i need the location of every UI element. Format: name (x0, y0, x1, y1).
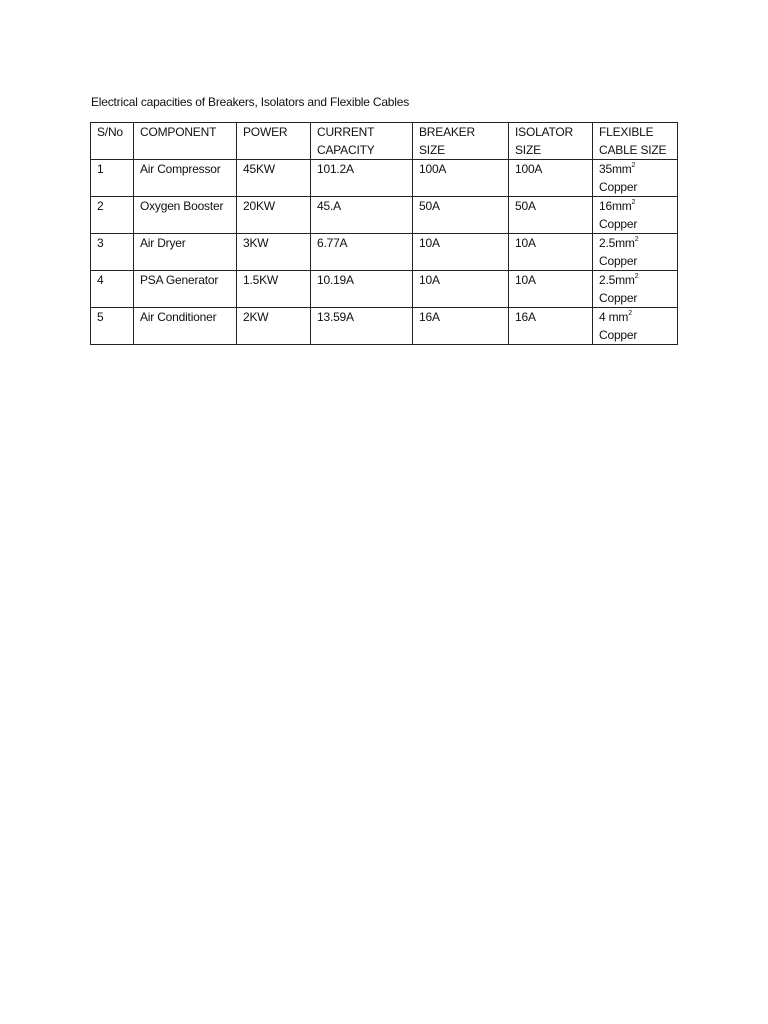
header-isolator-line2: SIZE (515, 142, 541, 157)
cable-size-value: 35mm (599, 162, 632, 176)
cell-sno: 3 (91, 234, 134, 271)
cell-power: 3KW (237, 234, 311, 271)
cell-sno: 4 (91, 271, 134, 308)
cell-current: 6.77A (311, 234, 413, 271)
cell-breaker: 10A (413, 234, 509, 271)
table-row (91, 308, 678, 345)
cable-size-value: 16mm (599, 199, 632, 213)
cell-current: 101.2A (311, 160, 413, 197)
cable-size-superscript: 2 (628, 310, 632, 317)
cell-isolator: 16A (509, 308, 593, 345)
cell-component: Air Compressor (134, 160, 237, 197)
cell-sno: 2 (91, 197, 134, 234)
header-isolator-line1: ISOLATOR (515, 125, 573, 139)
header-breaker-size: BREAKER SIZE (413, 123, 509, 160)
header-sno: S/No (91, 123, 134, 160)
cable-material: Copper (599, 179, 638, 194)
table-row (91, 271, 678, 308)
header-power: POWER (237, 123, 311, 160)
cell-breaker: 50A (413, 197, 509, 234)
capacity-table-wrapper (90, 122, 678, 345)
cable-material: Copper (599, 290, 638, 305)
cell-cable-size (593, 160, 678, 197)
cell-sno: 1 (91, 160, 134, 197)
cell-current: 10.19A (311, 271, 413, 308)
cell-cable-size (593, 234, 678, 271)
cell-component: PSA Generator (134, 271, 237, 308)
header-current-line2: CAPACITY (317, 142, 375, 157)
cable-size-value: 4 mm (599, 310, 629, 324)
cable-material: Copper (599, 253, 638, 268)
cell-cable-size (593, 271, 678, 308)
header-cable-line1: FLEXIBLE (599, 125, 654, 139)
document-title: Electrical capacities of Breakers, Isolators and Flexible Cables (91, 95, 410, 109)
cell-cable-size (593, 308, 678, 345)
cell-power: 45KW (237, 160, 311, 197)
cable-size-superscript: 2 (631, 162, 636, 169)
header-flexible-cable-size (593, 123, 678, 160)
cable-size-superscript: 2 (634, 273, 639, 280)
cell-current: 45.A (311, 197, 413, 234)
table-row (91, 197, 678, 234)
header-current-capacity (311, 123, 413, 160)
cell-component: Oxygen Booster (134, 197, 237, 234)
capacity-table (90, 122, 678, 345)
cell-component: Air Conditioner (134, 308, 237, 345)
cell-component: Air Dryer (134, 234, 237, 271)
cell-power: 1.5KW (237, 271, 311, 308)
table-header-row (91, 123, 678, 160)
cell-breaker: 10A (413, 271, 509, 308)
cable-size-superscript: 2 (634, 236, 639, 243)
header-current-line1: CURRENT (317, 125, 375, 139)
cell-isolator: 100A (509, 160, 593, 197)
cable-material: Copper (599, 327, 638, 342)
cell-isolator: 50A (509, 197, 593, 234)
cable-size-value: 2.5mm (599, 273, 635, 287)
table-row (91, 234, 678, 271)
cell-power: 20KW (237, 197, 311, 234)
cell-isolator: 10A (509, 271, 593, 308)
cell-breaker: 16A (413, 308, 509, 345)
cell-breaker: 100A (413, 160, 509, 197)
header-isolator-size (509, 123, 593, 160)
cell-power: 2KW (237, 308, 311, 345)
cable-size-value: 2.5mm (599, 236, 635, 250)
header-component: COMPONENT (134, 123, 237, 160)
cell-sno: 5 (91, 308, 134, 345)
cell-cable-size (593, 197, 678, 234)
cell-isolator: 10A (509, 234, 593, 271)
cable-size-superscript: 2 (631, 199, 636, 206)
cell-current: 13.59A (311, 308, 413, 345)
cable-material: Copper (599, 216, 638, 231)
table-row (91, 160, 678, 197)
header-cable-line2: CABLE SIZE (599, 142, 667, 157)
